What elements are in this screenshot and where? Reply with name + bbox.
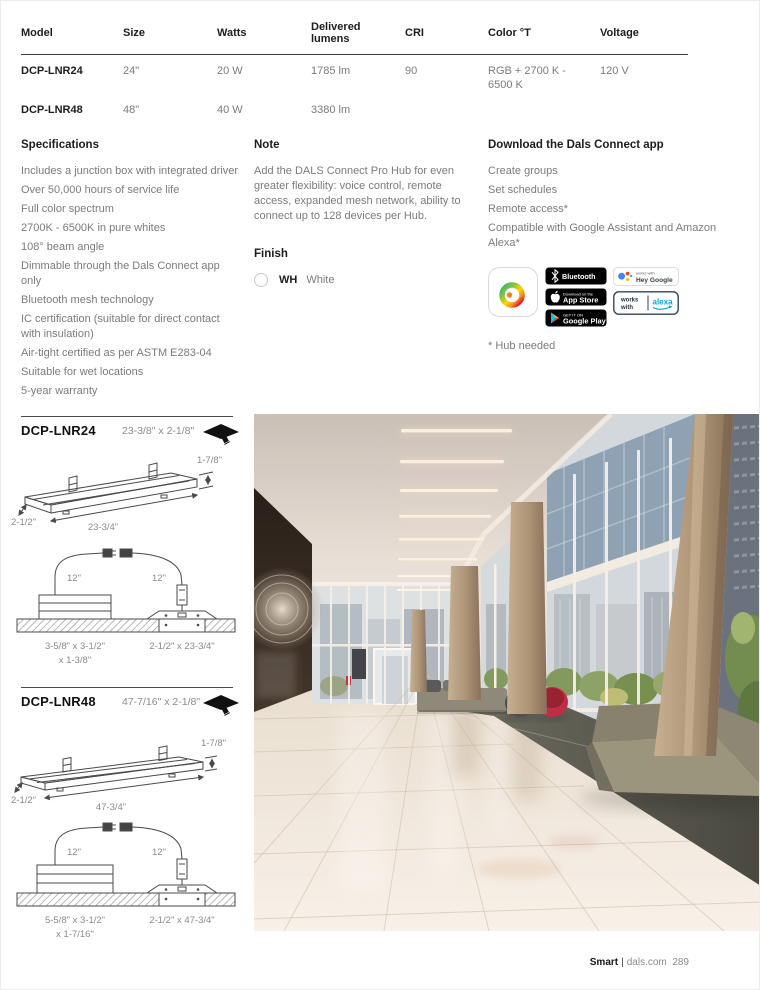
app-store-label: App Store bbox=[563, 295, 599, 305]
model-lnr24-header bbox=[21, 421, 241, 443]
alexa-label: alexa bbox=[652, 297, 673, 307]
cell-voltage bbox=[600, 94, 688, 119]
footer-site[interactable]: dals.com bbox=[626, 957, 667, 968]
specifications-section bbox=[21, 139, 239, 403]
housing-dim-label: 2-1/2" x 47-3/4" bbox=[149, 915, 215, 926]
model-cutout-dimensions: 47-7/16" x 2-1/8" bbox=[122, 696, 201, 708]
specifications-title: Specifications bbox=[21, 139, 99, 151]
finish-option[interactable] bbox=[254, 273, 472, 287]
spec-item: 108° beam angle bbox=[21, 241, 105, 253]
cell-lumens: 3380 lm bbox=[311, 104, 351, 116]
spec-item: Over 50,000 hours of service life bbox=[21, 184, 180, 196]
dals-app-icon[interactable] bbox=[488, 267, 538, 317]
dim-depth-label: 2-1/2" bbox=[11, 795, 37, 806]
cell-watts: 40 W bbox=[217, 104, 243, 116]
section-divider bbox=[21, 416, 233, 417]
alexa-with-label: with bbox=[621, 305, 633, 311]
note-title: Note bbox=[254, 139, 280, 151]
alexa-works-label: works bbox=[621, 297, 639, 304]
col-size: Size bbox=[123, 13, 217, 55]
lobby-photo bbox=[254, 414, 760, 931]
finish-swatch-white[interactable] bbox=[254, 273, 268, 287]
model-name: DCP-LNR48 bbox=[21, 694, 96, 709]
spec-item: 2700K - 6500K in pure whites bbox=[21, 222, 166, 234]
cell-cri bbox=[405, 94, 488, 119]
app-feature: Compatible with Google Assistant and Amazon Alexa* bbox=[488, 222, 717, 249]
cell-size: 24" bbox=[123, 65, 140, 77]
model-cutout-dimensions: 23-3/8" x 2-1/8" bbox=[122, 425, 195, 437]
spec-item: Dimmable through the Dals Connect app only bbox=[21, 260, 220, 287]
app-store-badge[interactable] bbox=[545, 288, 607, 306]
dim-depth-label: 2-1/2" bbox=[11, 517, 37, 528]
hey-google-label: Hey Google bbox=[636, 277, 673, 284]
note-text: Add the DALS Connect Pro Hub for even greater flexibility: voice control, remote access, expanded mesh network, ability to connect up to 128 devices per Hub. bbox=[254, 165, 461, 222]
cable-left-label: 12" bbox=[67, 573, 81, 584]
google-play-tagline: GET IT ON bbox=[563, 312, 583, 318]
footer-divider: | bbox=[621, 957, 624, 968]
finish-name: White bbox=[306, 274, 335, 286]
note-section bbox=[254, 139, 472, 287]
app-store-tagline: Download on the bbox=[563, 291, 594, 297]
model-lnr48-header bbox=[21, 692, 241, 714]
app-section bbox=[488, 139, 740, 352]
lnr24-install-drawing bbox=[9, 527, 241, 665]
cell-lumens: 1785 lm bbox=[311, 65, 351, 77]
section-divider bbox=[21, 687, 233, 688]
col-lumens: Delivered lumens bbox=[311, 13, 405, 55]
cell-cri: 90 bbox=[405, 65, 418, 77]
app-title: Download the Dals Connect app bbox=[488, 139, 664, 151]
jbox-dim-label2: x 1-7/16" bbox=[56, 929, 94, 939]
cell-size: 48" bbox=[123, 104, 140, 116]
app-feature: Set schedules bbox=[488, 184, 558, 196]
table-row bbox=[21, 55, 688, 95]
dim-length-label: 47-3/4" bbox=[95, 802, 127, 813]
spec-item: Air-tight certified as per ASTM E283-04 bbox=[21, 347, 212, 359]
housing-dim-label: 2-1/2" x 23-3/4" bbox=[149, 641, 215, 652]
dim-length-label: 23-3/4" bbox=[87, 522, 119, 533]
finish-section bbox=[254, 248, 472, 287]
col-watts: Watts bbox=[217, 13, 311, 55]
cable-left-label: 12" bbox=[67, 847, 81, 858]
recessed-light-icon bbox=[202, 421, 240, 445]
badges-row bbox=[488, 267, 740, 327]
cable-right-label: 12" bbox=[152, 847, 166, 858]
cell-voltage: 120 V bbox=[600, 65, 629, 77]
model-name: DCP-LNR24 bbox=[21, 423, 96, 438]
app-feature: Create groups bbox=[488, 165, 558, 177]
cell-model: DCP-LNR24 bbox=[21, 65, 83, 77]
hey-google-tagline: works with bbox=[636, 270, 655, 276]
jbox-dim-label2: x 1-3/8" bbox=[58, 655, 92, 665]
col-voltage: Voltage bbox=[600, 13, 688, 55]
cell-watts: 20 W bbox=[217, 65, 243, 77]
finish-code: WH bbox=[279, 274, 298, 286]
google-play-label: Google Play bbox=[563, 316, 606, 326]
jbox-dim-label: 5-5/8" x 3-1/2" bbox=[44, 915, 106, 926]
page-footer bbox=[590, 957, 689, 968]
product-spec-table bbox=[21, 13, 688, 119]
spec-item: Includes a junction box with integrated driver bbox=[21, 165, 239, 177]
hey-google-badge[interactable] bbox=[613, 267, 679, 286]
cell-model: DCP-LNR48 bbox=[21, 104, 83, 116]
alexa-badge[interactable] bbox=[613, 291, 679, 315]
jbox-dim-label: 3-5/8" x 3-1/2" bbox=[44, 641, 106, 652]
hub-footnote: * Hub needed bbox=[488, 340, 556, 352]
footer-page-number: 289 bbox=[672, 957, 689, 968]
footer-brand: Smart bbox=[589, 957, 619, 968]
recessed-light-icon bbox=[202, 692, 240, 716]
finish-title: Finish bbox=[254, 248, 288, 260]
col-model: Model bbox=[21, 13, 123, 55]
lnr48-install-drawing bbox=[9, 801, 241, 939]
app-feature: Remote access* bbox=[488, 203, 569, 215]
dim-height-label: 1-7/8" bbox=[201, 738, 226, 749]
spec-item: Full color spectrum bbox=[21, 203, 114, 215]
spec-item: IC certification (suitable for direct contact with insulation) bbox=[21, 313, 220, 340]
cell-color bbox=[488, 94, 600, 119]
dim-height-label: 1-7/8" bbox=[197, 455, 223, 466]
spec-item: Suitable for wet locations bbox=[21, 366, 144, 378]
cell-color: RGB + 2700 K - 6500 K bbox=[488, 65, 566, 91]
google-play-badge[interactable] bbox=[545, 309, 607, 327]
spec-item: Bluetooth mesh technology bbox=[21, 294, 154, 306]
lnr24-fixture-drawing bbox=[11, 449, 226, 537]
dals-logo-dot bbox=[507, 292, 512, 297]
spec-item: 5-year warranty bbox=[21, 385, 98, 397]
bluetooth-badge bbox=[545, 267, 607, 285]
cable-right-label: 12" bbox=[152, 573, 166, 584]
bluetooth-label: Bluetooth bbox=[562, 272, 596, 281]
col-cri: CRI bbox=[405, 13, 488, 55]
table-row bbox=[21, 94, 688, 119]
col-color: Color °T bbox=[488, 13, 600, 55]
table-header-row bbox=[21, 13, 688, 55]
